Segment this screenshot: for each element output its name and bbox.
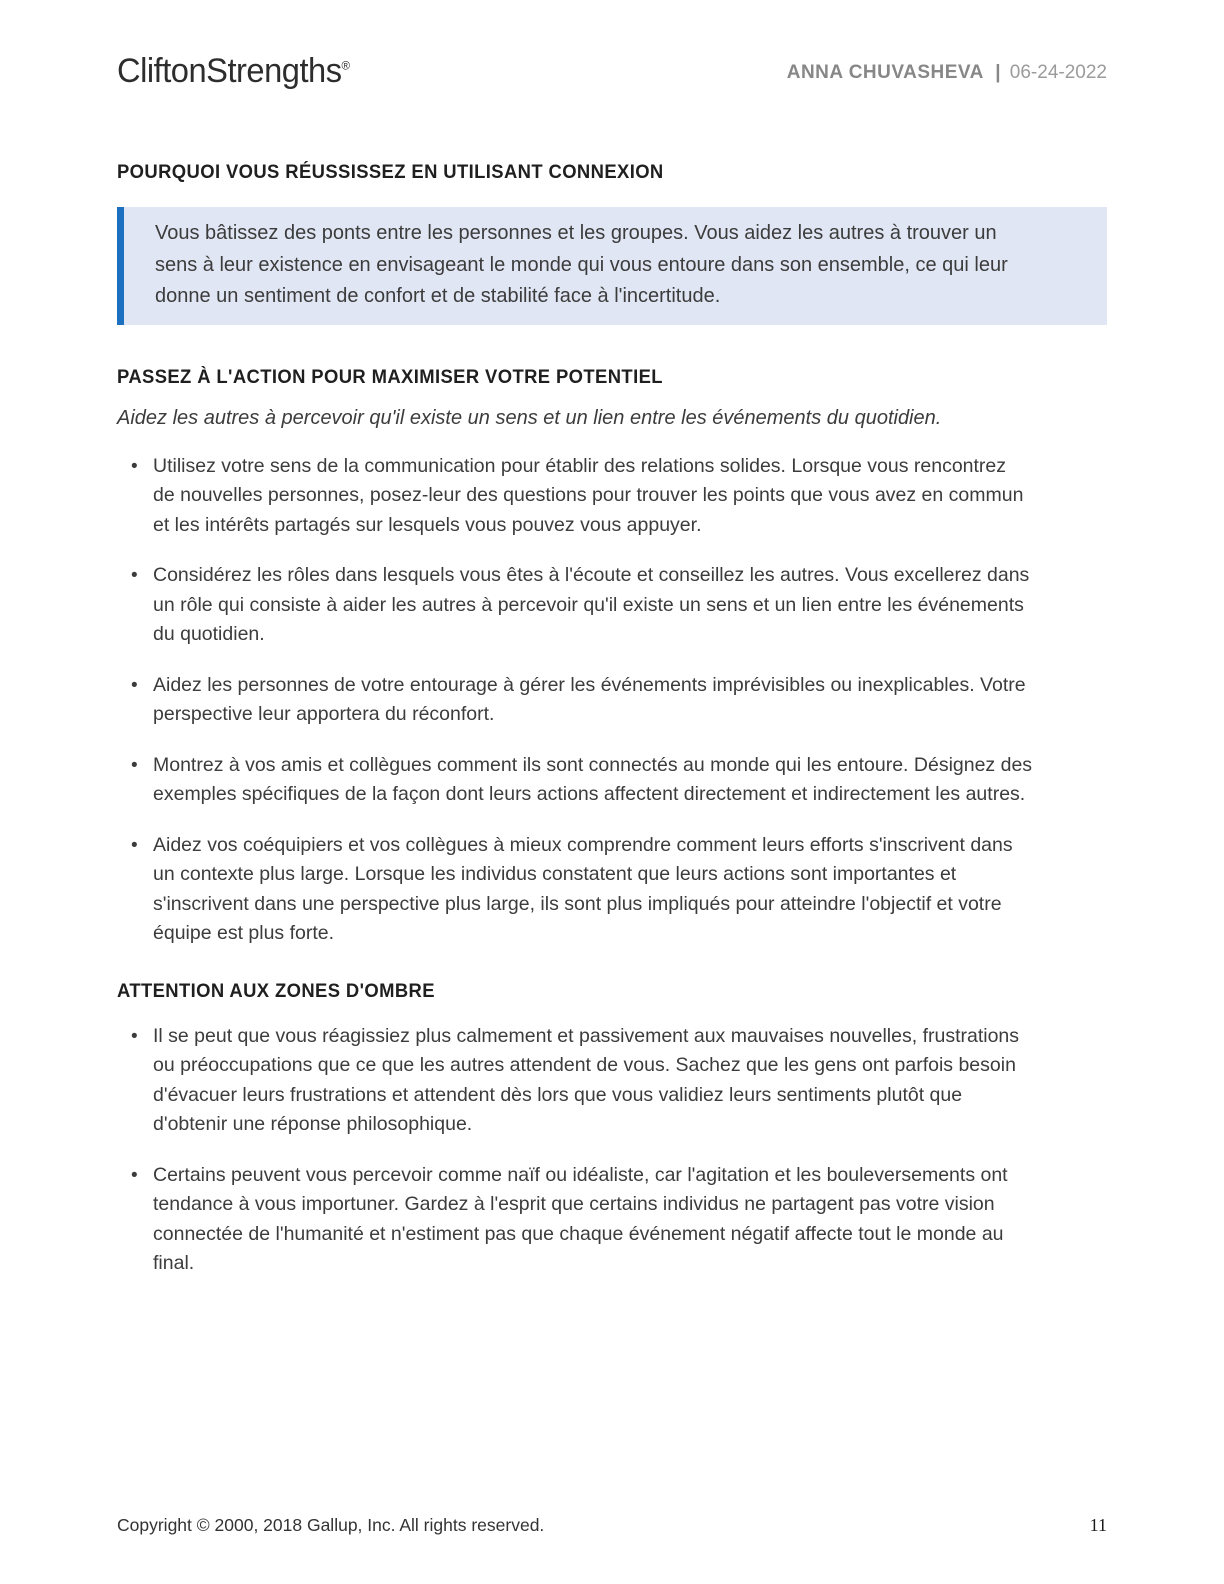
page-footer (117, 1515, 1107, 1536)
action-bullet-5: • Aidez vos coéquipiers et vos collègues à mieux comprendre comment leurs efforts s'inscrivent dans un contexte plus large. Lorsque les individus constatent que leurs actions sont importantes et s'inscrivent dans une perspective plus large, ils sont plus impliqués pour atteindre l'objectif et votre équipe est plus forte. (117, 831, 1033, 949)
action-bullet-3: • Aidez les personnes de votre entourage à gérer les événements imprévisibles ou inexplicables. Votre perspective leur apportera du réconfort. (117, 671, 1033, 730)
section-blind-spots (117, 981, 1107, 1279)
report-date: 06-24-2022 (1009, 62, 1107, 83)
blindspot-bullet-2: • Certains peuvent vous percevoir comme naïf ou idéaliste, car l'agitation et les bouleversements ont tendance à vous importuner. Gardez à l'esprit que certains individus ne partagent pas votre vision connectée de l'humanité et n'estiment pas que chaque événement négatif affecte tout le monde au final. (117, 1161, 1033, 1279)
section-action-heading: PASSEZ À L'ACTION POUR MAXIMISER VOTRE POTENTIEL (117, 366, 663, 388)
page-number: 11 (1089, 1515, 1107, 1535)
action-bullet-1: • Utilisez votre sens de la communication pour établir des relations solides. Lorsque vous rencontrez de nouvelles personnes, posez-leur des questions pour trouver les points que vous avez en commun et les intérêts partagés sur lesquels vous pouvez vous appuyer. (117, 452, 1033, 541)
blindspot-bullet-1: • Il se peut que vous réagissiez plus calmement et passivement aux mauvaises nouvelles, frustrations ou préoccupations que ce que les autres attendent de vous. Sachez que les gens ont parfois besoin d'évacuer leurs frustrations et attendent dès lors que vous validiez leurs sentiments plutôt que d'obtenir une réponse philosophique. (117, 1022, 1033, 1140)
registered-trademark-mark: ® (341, 58, 350, 73)
user-name: ANNA CHUVASHEVA (786, 62, 984, 83)
cliftonstrengths-logo (117, 53, 350, 90)
section-blindspots-heading: ATTENTION AUX ZONES D'OMBRE (117, 980, 435, 1002)
action-bullet-2: • Considérez les rôles dans lesquels vous êtes à l'écoute et conseillez les autres. Vous excellerez dans un rôle qui consiste à aider les autres à percevoir qu'il existe un sens et un lien entre les événements du quotidien. (117, 561, 1033, 650)
action-bullet-4: • Montrez à vos amis et collègues comment ils sont connectés au monde qui les entoure. Désignez des exemples spécifiques de la façon dont leurs actions affectent directement et indirectement les autres. (117, 751, 1033, 810)
header-user-date (787, 62, 1107, 84)
section-take-action (117, 367, 1107, 949)
blindspots-bullet-list (117, 1022, 1107, 1279)
strength-summary-callout (117, 207, 1107, 325)
header-separator: | (995, 62, 1001, 83)
copyright-text: Copyright © 2000, 2018 Gallup, Inc. All rights reserved. (117, 1515, 545, 1535)
logo-text: CliftonStrengths (117, 52, 342, 90)
page-header (117, 53, 1107, 90)
action-bullet-list (117, 452, 1107, 949)
action-lead-text: Aidez les autres à percevoir qu'il existe un sens et un lien entre les événements du quotidien. (117, 406, 942, 429)
callout-text: Vous bâtissez des ponts entre les personnes et les groupes. Vous aidez les autres à trouver un sens à leur existence en envisageant le monde qui vous entoure dans son ensemble, ce qui leur donne un sentiment de confort et de stabilité face à l'incertitude. (155, 222, 1008, 308)
section-why-you-succeed (117, 162, 1107, 325)
section-why-heading: POURQUOI VOUS RÉUSSISSEZ EN UTILISANT CONNEXION (117, 162, 664, 184)
report-body (117, 162, 1107, 1279)
